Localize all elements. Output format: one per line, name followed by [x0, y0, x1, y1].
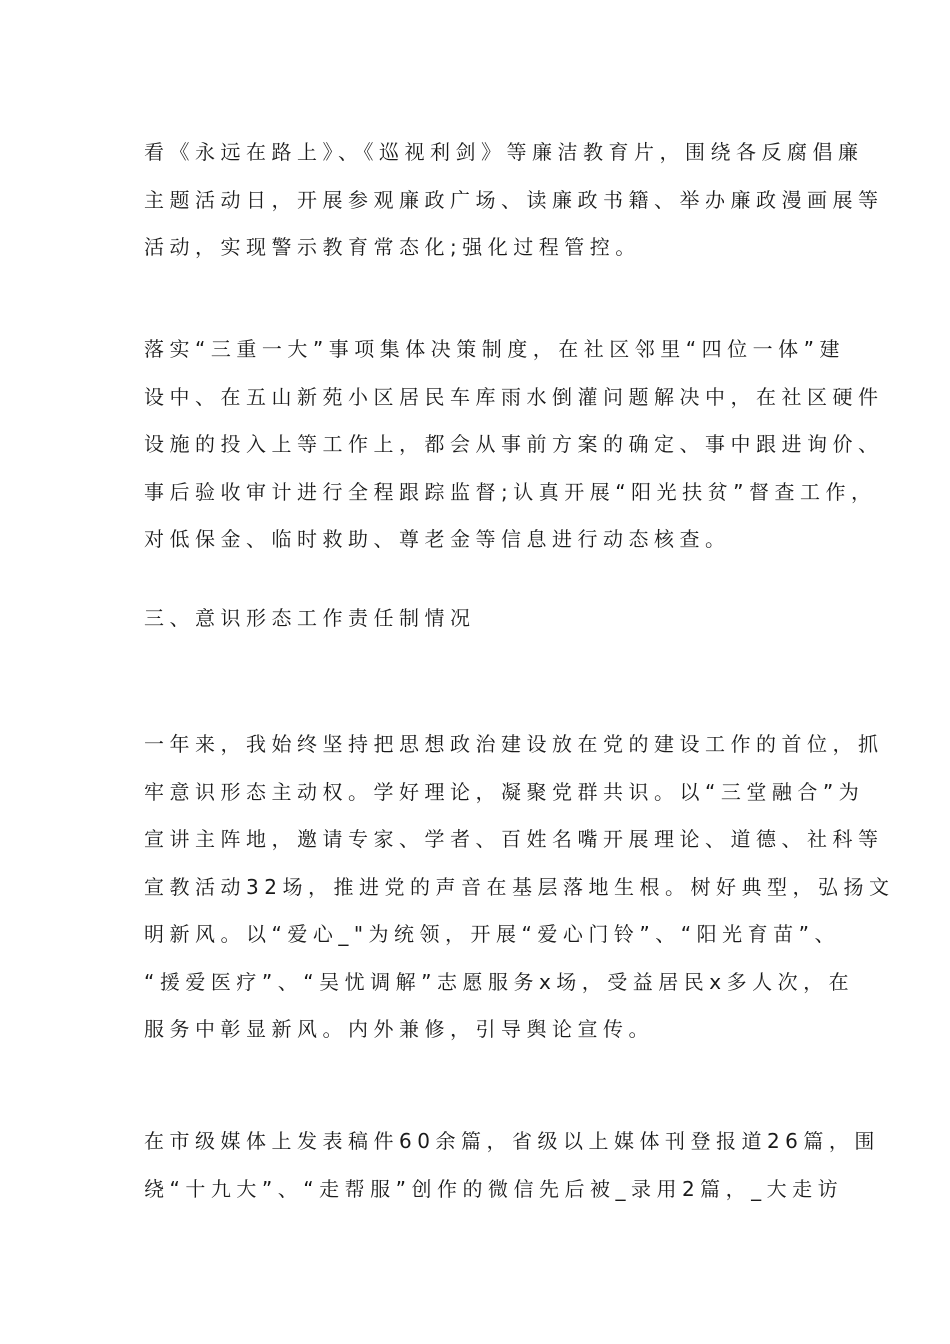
text-line: “援爱医疗”、“吴忧调解”志愿服务x场，受益居民x多人次，在 [144, 969, 855, 994]
text-line: 设中、在五山新苑小区居民车库雨水倒灌问题解决中，在社区硬件 [144, 384, 884, 409]
text-line: 明新风。以“爱心_"为统领，开展“爱心门铃”、“阳光育苗”、 [144, 922, 841, 946]
text-line: 服务中彰显新风。内外兼修，引导舆论宣传。 [144, 1017, 654, 1041]
text-line: 牢意识形态主动权。学好理论，凝聚党群共识。以“三堂融合”为 [144, 779, 865, 804]
text-line: 落实“三重一大”事项集体决策制度，在社区邻里“四位一体”建 [144, 337, 845, 361]
paragraph-media-publicity [144, 1118, 880, 1213]
paragraph-ideology-work [144, 721, 895, 1054]
paragraph-decision-system [144, 326, 884, 564]
text-line: 看《永远在路上》、《巡视利剑》等廉洁教育片，围绕各反腐倡廉 [144, 140, 864, 164]
text-line: 宣教活动32场，推进党的声音在基层落地生根。树好典型，弘扬文 [144, 874, 895, 899]
text-line: 设施的投入上等工作上，都会从事前方案的确定、事中跟进询价、 [144, 432, 884, 456]
text-line: 在市级媒体上发表稿件60余篇，省级以上媒体刊登报道26篇，围 [144, 1129, 880, 1153]
text-line: 宣讲主阵地，邀请专家、学者、百姓名嘴开展理论、道德、社科等 [144, 827, 884, 851]
text-line: 活动，实现警示教育常态化;强化过程管控。 [144, 235, 641, 259]
text-line: 主题活动日，开展参观廉政广场、读廉政书籍、举办廉政漫画展等 [144, 187, 884, 212]
text-line: 绕“十九大”、“走帮服”创作的微信先后被_录用2篇，_大走访 [144, 1176, 844, 1201]
text-line: 一年来，我始终坚持把思想政治建设放在党的建设工作的首位，抓 [144, 732, 884, 756]
paragraph-anti-corruption-education [144, 129, 884, 272]
text-line: 事后验收审计进行全程跟踪监督;认真开展“阳光扶贫”督查工作， [144, 479, 877, 504]
section-heading: 三、意识形态工作责任制情况 [144, 606, 476, 630]
text-line: 对低保金、临时救助、尊老金等信息进行动态核查。 [144, 527, 731, 551]
